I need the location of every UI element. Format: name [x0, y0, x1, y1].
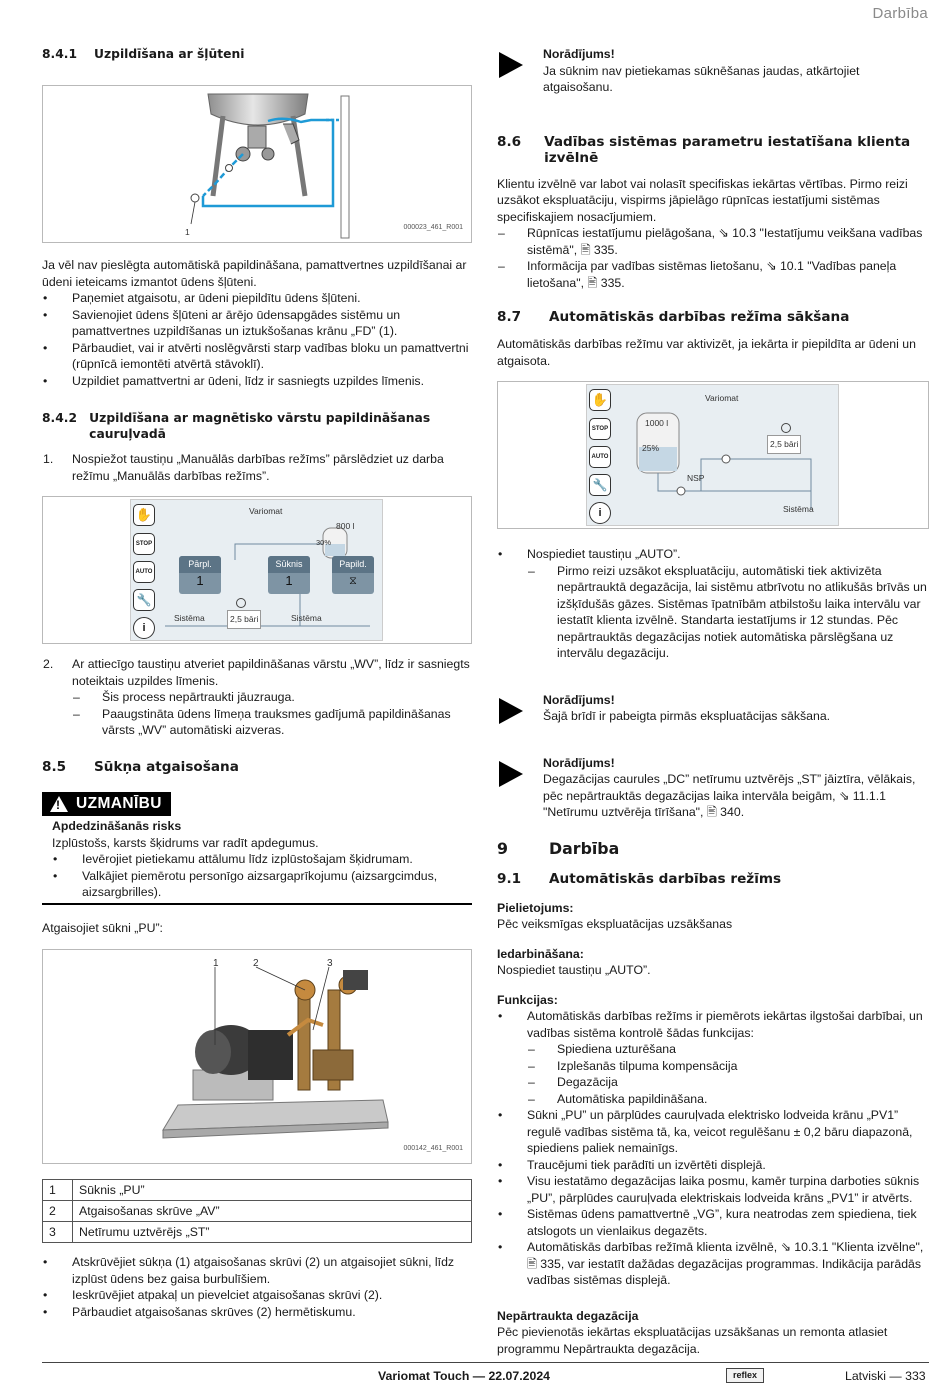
- list-item: • Pārbaudiet atgaisošanas skrūves (2) hermētiskumu.: [43, 1304, 356, 1319]
- pressure-gauge-icon: [781, 423, 791, 433]
- continuous-degassing-text: Pēc pievienotās iekārtas ekspluatācijas uzsākšanas un remonta atlasiet programmu Nepārtraukta degazācija.: [497, 1325, 888, 1356]
- note-arrow-icon: [499, 761, 523, 787]
- caution-heading: Apdedzināšanās risks: [52, 819, 182, 834]
- tile-makeup[interactable]: Papild. ⧖: [332, 556, 374, 594]
- footer-page: Latviski — 333: [845, 1369, 926, 1383]
- chapter-9-title: 9 Darbība: [497, 838, 620, 858]
- figure-callout-1: 1: [213, 958, 219, 970]
- tank-level: 25%: [642, 443, 660, 453]
- step-2-sub: – Paaugstināta ūdens līmeņa trauksmes gadījumā papildināšanas vārsts „WV” automātiski aizveras.: [73, 706, 451, 737]
- note-arrow-icon: [499, 52, 523, 78]
- section-8-4-2-title: 8.4.2 Uzpildīšana ar magnētisko vārstu papildināšanas cauruļvadā: [42, 411, 431, 441]
- reflex-logo: reflex: [726, 1368, 764, 1383]
- table-row: 3 Netīrumu uztvērējs „ST”: [43, 1222, 472, 1243]
- warning-icon: !: [50, 796, 68, 812]
- step-1: 1. Nospiežot taustiņu „Manuālās darbības režīms” pārslēdziet uz darba režīmu „Manuālās darbības režīms”.: [43, 452, 444, 483]
- wrench-icon[interactable]: 🔧: [589, 474, 611, 496]
- figure-pump: [42, 949, 472, 1164]
- pressure-value: 2,5 bāri: [227, 610, 261, 629]
- section-8-7-text: Automātiskās darbības režīmu var aktivizēt, ja iekārta ir piepildīta ar ūdeni un atgaisota.: [497, 337, 916, 368]
- list-item: • Automātiskās darbības režīms ir piemērots iekārtas ilgstošai darbībai, un vadības sistēma kontrolē šādas funkcijas:: [498, 1009, 923, 1040]
- continuous-degassing-title: Nepārtraukta degazācija: [497, 1308, 639, 1323]
- chapter-header: Darbība: [872, 5, 928, 22]
- list-item: • Ievērojiet pietiekamu attālumu līdz izplūstošajam šķidrumam.: [53, 852, 413, 867]
- info-icon[interactable]: i: [133, 617, 155, 639]
- list-item: • Automātiskās darbības režīmā klienta izvēlnē, ⇘ 10.3.1 "Klienta izvēlne", 🖹 335, var iestatīt dažādas degazācijas programmas. Indikācija parādās vadības sistēmas displejā.: [498, 1240, 924, 1287]
- caution-badge: ! UZMANĪBU: [42, 792, 171, 817]
- pressure-value: 2,5 bāri: [767, 435, 801, 454]
- right-column: [497, 46, 929, 1357]
- stop-button[interactable]: STOP: [589, 418, 611, 440]
- figure-manual-mode-screen: [42, 496, 472, 644]
- manual-mode-button[interactable]: ✋: [589, 389, 611, 411]
- screen-title: Variomat: [705, 393, 739, 403]
- list-item: • Paņemiet atgaisotu, ar ūdeni piepildītu ūdens šļūteni.: [43, 291, 361, 305]
- hose-bullet-list: [42, 290, 472, 389]
- auto-button[interactable]: AUTO: [589, 446, 611, 468]
- section-8-7-title: 8.7 Automātiskās darbības režīma sākšana: [497, 309, 850, 325]
- system-label-right: Sistēma: [291, 613, 322, 623]
- table-row: 1 Sūknis „PU”: [43, 1180, 472, 1201]
- list-item: • Ieskrūvējiet atpakaļ un pievelciet atgaisošanas skrūvi (2).: [43, 1288, 383, 1303]
- list-item: • Traucējumi tiek parādīti un izvērtēti displejā.: [498, 1157, 766, 1172]
- nsp-label: NSP: [687, 473, 705, 483]
- list-item: • Savienojiet ūdens šļūteni ar ārējo ūdensapgādes sistēmu un pamattvertnes uzpildīšanas un iztukšošanas krānu „FD” (1).: [43, 307, 401, 338]
- figure-hose-filling: [42, 85, 472, 243]
- list-item: • Uzpildiet pamattvertni ar ūdeni, līdz ir sasniegts uzpildes līmenis.: [43, 373, 424, 388]
- tank-volume: 1000 l: [645, 418, 669, 428]
- figure-code: 000142_461_R001: [403, 1144, 463, 1152]
- usage-text: Pēc veiksmīgas ekspluatācijas uzsākšanas: [497, 917, 733, 931]
- figure-code: 000023_461_R001: [403, 223, 463, 231]
- note-2: Norādījums! Šajā brīdī ir pabeigta pirmās ekspluatācijas sākšana.: [497, 692, 929, 725]
- activation-text: Nospiediet taustiņu „AUTO”.: [497, 963, 651, 977]
- list-sub-item: – Degazācija: [528, 1075, 618, 1089]
- step-2-sub: – Šis process nepārtraukti jāuzrauga.: [73, 690, 295, 704]
- list-item: • Atskrūvējiet sūkņa (1) atgaisošanas skrūvi (2) un atgaisojiet sūkni, līdz izplūst ūdens bez gaisa burbulīšiem.: [43, 1255, 455, 1286]
- section-8-6-text: Klientu izvēlnē var labot vai nolasīt specifiskas iekārtas vērtības. Pirmo reizi uzsākot ekspluatāciju, vispirms jāpielāgo rūpnīcas iestatījumi sistēmas specifiskajiem nosacījumiem.: [497, 176, 908, 224]
- functions-label: Funkcijas:: [497, 992, 558, 1007]
- pump-illustration: [43, 950, 471, 1163]
- stop-button[interactable]: STOP: [133, 533, 155, 555]
- list-item: • Sūkni „PU” un pārplūdes cauruļvada elektrisko lodveida krānu „PV1” regulē vadības sistēma tā, ka, veicot regulēšanu ± 0,2 bāru diapazonā, spiediens paliek nemainīgs.: [498, 1108, 913, 1155]
- list-item: • Nospiediet taustiņu „AUTO”.: [498, 547, 681, 561]
- list-item: – Informācija par vadības sistēmas lietošanu, ⇘ 10.1 "Vadības paneļa lietošana", 🖹 335.: [498, 259, 897, 290]
- panel-screen: [586, 384, 839, 526]
- note-3: Norādījums! Degazācijas caurules „DC” netīrumu uztvērējs „ST” jāiztīra, vēlākais, pēc nepārtrauktās degazācijas laika intervāla beigām, ⇘ 11.1.1 "Netīrumu uztvērēja tīrīšana", 🖹 340.: [497, 755, 929, 821]
- step-2: 2. Ar attiecīgo taustiņu atveriet papildināšanas vārstu „WV”, līdz ir sasniegts noteiktais uzpildes līmenis.: [43, 657, 470, 688]
- screen-title: Variomat: [249, 506, 283, 516]
- footer-product: Variomat Touch — 22.07.2024: [378, 1369, 551, 1383]
- tank-volume: 800 l: [336, 521, 355, 531]
- section-8-5-title: 8.5 Sūkņa atgaisošana: [42, 758, 239, 775]
- caution-text: Izplūstošs, karsts šķidrums var radīt apdegumus.: [52, 835, 319, 850]
- list-sub-item: – Pirmo reizi uzsākot ekspluatāciju, automātiski tiek aktivizēta nepārtrauktā degazācija, lai sistēmu atbrīvotu no atlikušās brīvās un izšķīdušās gāzes. Sistēmas īpatnībām atbilstošu laika intervālu var iestatīt klienta izvēlnē. Standarta iestatījums ir 12 stundas. Pēc nepārtrauktās degazācijas notiek automātiska pārslēgšana uz intervālu degazāciju.: [528, 563, 927, 660]
- pressure-gauge-icon: [236, 598, 246, 608]
- panel-screen: [130, 499, 383, 641]
- left-column: [42, 46, 472, 1320]
- note-arrow-icon: [499, 698, 523, 724]
- tile-pump[interactable]: Sūknis 1: [268, 556, 310, 594]
- caution-box: [42, 792, 472, 905]
- note-1: Norādījums! Ja sūknim nav pietiekamas sūknēšanas jaudas, atkārtojiet atgaisošanu.: [497, 46, 929, 96]
- system-label: Sistēma: [783, 504, 814, 514]
- list-item: • Pārbaudiet, vai ir atvērti noslēgvārsti starp vadības bloku un pamattvertni (rūpnīcā iemontēti atvērtā stāvoklī).: [43, 340, 469, 371]
- figure-callout-2: 2: [253, 958, 259, 970]
- tile-overflow[interactable]: Pārpl. 1: [179, 556, 221, 594]
- section-8-4-1-title: 8.4.1 Uzpildīšana ar šļūteni: [42, 47, 245, 61]
- section-8-6-title: 8.6 Vadības sistēmas parametru iestatīšana klienta izvēlnē: [497, 133, 911, 166]
- list-item: – Rūpnīcas iestatījumu pielāgošana, ⇘ 10.3 "Iestatījumu veikšana vadības sistēmā", 🖹 335.: [498, 226, 923, 257]
- vent-bullet-list: [42, 1254, 472, 1320]
- list-item: • Visu iestatāmo degazācijas laika posmu, kamēr turpina darboties sūknis „PU”, pārplūdes cauruļvada elektriskais lodveida krāns „PV1” ir atvērts.: [498, 1174, 920, 1205]
- list-item: • Sistēmas ūdens pamattvertnē „VG”, kura neatrodas zem spiediena, tiek atslogots un vienlaikus degazēts.: [498, 1207, 917, 1238]
- tank-level: 30%: [316, 538, 332, 547]
- list-sub-item: – Izplešanās tilpuma kompensācija: [528, 1058, 738, 1073]
- wrench-icon[interactable]: 🔧: [133, 589, 155, 611]
- figure-callout-3: 3: [327, 958, 333, 970]
- system-label-left: Sistēma: [174, 613, 205, 623]
- activation-label: Iedarbināšana:: [497, 946, 584, 961]
- list-sub-item: – Spiediena uzturēšana: [528, 1042, 676, 1056]
- list-item: • Valkājiet piemērotu personīgo aizsargaprīkojumu (aizsargcimdus, aizsargbrilles).: [53, 868, 438, 900]
- footer-divider: [42, 1362, 929, 1363]
- list-sub-item: – Automātiska papildināšana.: [528, 1091, 708, 1106]
- makeup-valve-icon: ⧖: [349, 574, 357, 587]
- auto-button[interactable]: AUTO: [133, 561, 155, 583]
- figure-auto-mode-screen: [497, 381, 929, 529]
- vent-intro-text: Atgaisojiet sūkni „PU”:: [42, 920, 163, 935]
- manual-mode-button[interactable]: ✋: [133, 504, 155, 526]
- info-icon[interactable]: i: [589, 502, 611, 524]
- section-9-1-title: 9.1 Automātiskās darbības režīms: [497, 870, 782, 887]
- usage-label: Pielietojums:: [497, 900, 574, 915]
- hose-intro-text: Ja vēl nav pieslēgta automātiskā papildināšana, pamattvertnes uzpildīšanai ar ūdeni ieteicams izmantot ūdens šļūteni.: [42, 258, 467, 289]
- figure-callout-1: 1: [185, 227, 190, 237]
- parts-table: [42, 1179, 472, 1243]
- table-row: 2 Atgaisošanas skrūve „AV”: [43, 1201, 472, 1222]
